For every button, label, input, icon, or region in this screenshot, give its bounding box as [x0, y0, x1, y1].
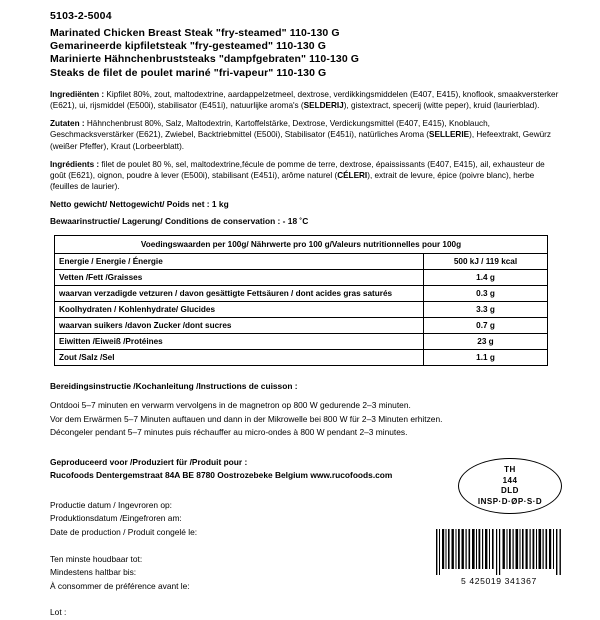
producer-header: Geproduceerd voor /Produziert für /Produit pour :	[50, 456, 248, 467]
production-date-de: Produktionsdatum /Eingefroren am:	[50, 513, 182, 524]
nutrition-label: waarvan suikers /davon Zucker /dont sucres	[55, 318, 424, 334]
nutrition-table-header-row	[55, 236, 548, 254]
table-row	[55, 302, 548, 318]
preparation-line-fr: Décongeler pendant 5–7 minutes puis réchauffer au micro-ondes à 800 W pendant 2–3 minutes.	[50, 427, 408, 438]
product-titles	[50, 27, 560, 80]
product-title-fr: Steaks de filet de poulet mariné "fri-vapeur" 110-130 G	[50, 66, 327, 79]
nutrition-label: Eiwitten /Eiweiß /Protéines	[55, 334, 424, 350]
ingredients-fr-text: filet de poulet 80 %, sel, maltodextrine,fécule de pomme de terre, dextrose, épaississants (E407, E415), ail, exhausteur de goût (E621), oignon, poudre à lever (E500i), stabilisant (E451i), arôme naturel (CÉLERI), extrait de levure, épice (poivre blanc), herbe (feuilles de laurier).	[50, 159, 545, 192]
health-mark-stamp	[458, 458, 562, 514]
ingredients-de-label: Zutaten :	[50, 119, 85, 129]
nutrition-label: Koolhydraten / Kohlenhydrate/ Glucides	[55, 302, 424, 318]
ingredients-de-text: Hähnchenbrust 80%, Salz, Maltodextrin, Kartoffelstärke, Dextrose, Verdickungsmittel (E407, E415), Knoblauch, Geschmacksverstärker (E621), Zwiebel, Backtriebmittel (E500i), Stabilisator (E451i), natürliches Aroma (SELLERIE), Hefeextrakt, Gewürz (weißer Pfeffer), Kraut (Lorbeerblatt).	[50, 119, 551, 151]
nutrition-value: 500 kJ / 119 kcal	[424, 254, 548, 270]
ingredients-nl-text: Kipfilet 80%, zout, maltodextrine, aardappelzetmeel, dextrose, verdikkingsmiddelen (E407, E415), knoflook, smaakversterker (E621), ui, rijsmiddel (E500i), stabilisator (E451i), natuurlijke aroma's (SELDERIJ), gistextract, specerij (witte peper), kruid (laurierblad).	[50, 89, 559, 111]
lot-field: Lot :	[50, 607, 67, 618]
table-row	[55, 270, 548, 286]
table-row	[55, 334, 548, 350]
best-before-fr: À consommer de préférence avant le:	[50, 580, 190, 591]
product-title-de: Marinierte Hähnchenbruststeaks "dampfgebraten" 110-130 G	[50, 53, 360, 66]
nutrition-label: Zout /Salz /Sel	[55, 350, 424, 366]
stamp-line-2: 144	[502, 475, 518, 485]
nutrition-label: waarvan verzadigde vetzuren / davon gesättigte Fettsäuren / dont acides gras saturés	[55, 286, 424, 302]
barcode-number: 5 425019 341367	[461, 576, 537, 586]
barcode-area	[434, 529, 564, 586]
ingredients-fr-label: Ingrédients :	[50, 159, 100, 169]
best-before-nl: Ten minste houdbaar tot:	[50, 553, 143, 564]
ingredients-nl	[50, 89, 560, 111]
stamp-line-4: INSP·D·ØP·S·D	[477, 496, 543, 506]
best-before-de: Mindestens haltbar bis:	[50, 567, 137, 578]
nutrition-value: 0.3 g	[424, 286, 548, 302]
producer-address: Rucofoods Dentergemstraat 84A BE 8780 Oostrozebeke Belgium www.rucofoods.com	[50, 470, 393, 481]
stamp-line-1: TH	[504, 465, 516, 474]
product-title-nl: Gemarineerde kipfiletsteak "fry-gesteamed" 110-130 G	[50, 40, 327, 53]
nutrition-label: Vetten /Fett /Graisses	[55, 270, 424, 286]
nutrition-value: 23 g	[424, 334, 548, 350]
product-title-en: Marinated Chicken Breast Steak "fry-steamed" 110-130 G	[50, 27, 340, 39]
product-code: 5103-2-5004	[50, 10, 112, 22]
stamp-line-3: DLD	[501, 486, 519, 495]
nutrition-value: 1.1 g	[424, 350, 548, 366]
preparation-section	[50, 380, 560, 439]
table-row	[55, 318, 548, 334]
net-weight: Netto gewicht/ Nettogewicht/ Poids net : 1 kg	[50, 199, 229, 210]
nutrition-value: 0.7 g	[424, 318, 548, 334]
nutrition-label: Energie / Energie / Énergie	[55, 254, 424, 270]
table-row	[55, 350, 548, 366]
ingredients-fr	[50, 159, 560, 193]
nutrition-table	[54, 235, 548, 366]
nutrition-table-body	[55, 236, 548, 366]
barcode-icon	[434, 529, 564, 575]
nutrition-value: 1.4 g	[424, 270, 548, 286]
storage-instruction: Bewaarinstructie/ Lagerung/ Conditions de conservation : - 18 ˚C	[50, 215, 309, 226]
nutrition-value: 3.3 g	[424, 302, 548, 318]
preparation-line-de: Vor dem Erwärmen 5–7 Minuten auftauen und dann in der Mikrowelle bei 800 W für 2–3 Minuten erhitzen.	[50, 413, 443, 424]
production-date-nl: Productie datum / Ingevroren op:	[50, 499, 172, 510]
ingredients-de	[50, 118, 560, 152]
ingredients-nl-label: Ingrediënten :	[50, 89, 105, 99]
table-row	[55, 254, 548, 270]
preparation-header: Bereidingsinstructie /Kochanleitung /Instructions de cuisson :	[50, 381, 298, 392]
nutrition-table-header: Voedingswaarden per 100g/ Nährwerte pro 100 g/Valeurs nutritionnelles pour 100g	[55, 236, 548, 254]
table-row	[55, 286, 548, 302]
production-date-fr: Date de production / Produit congelé le:	[50, 526, 198, 537]
preparation-line-nl: Ontdooi 5–7 minuten en verwarm vervolgens in de magnetron op 800 W gedurende 2–3 minuten.	[50, 399, 411, 410]
